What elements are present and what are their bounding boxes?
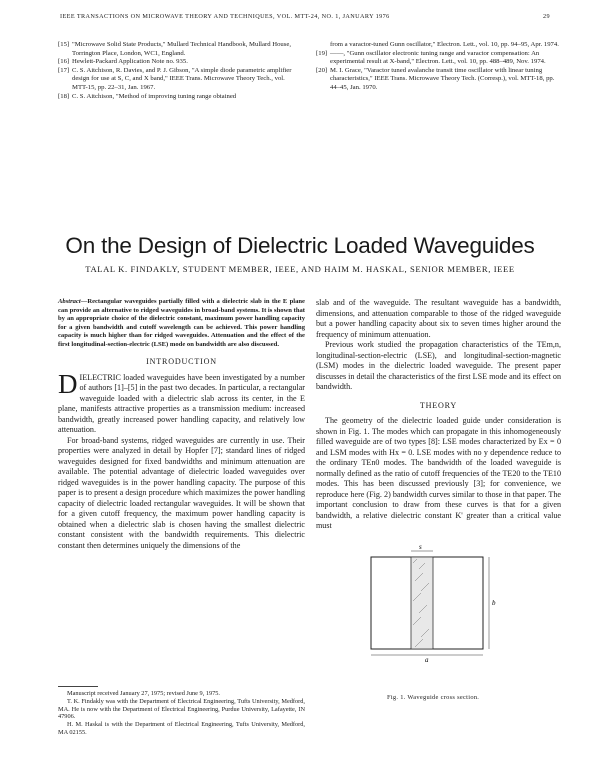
running-head-journal: IEEE TRANSACTIONS ON MICROWAVE THEORY AND TECHNIQUES, VOL. MTT-24, NO. 1, JANUARY 1976 [60,13,390,20]
reference-item: [18] C. S. Aitchison, "Method of improving tuning range obtained [58,92,237,100]
reference-item: [17] C. S. Aitchison, R. Davies, and P. J. Gibson, "A simple diode parametric amplifier design for use at S, C, and X band," IEEE Trans. Microwave Theory Tech., vol. MTT-15, pp. 22–31, Jan. 1967. [58,66,292,91]
section-heading-theory: THEORY [419,400,458,410]
dielectric-slab [411,557,433,649]
abstract-label: Abstract [58,298,81,305]
waveguide-cross-section-figure [353,543,503,663]
left-column [58,298,305,551]
intro-paragraph-1: DIELECTRIC loaded waveguides have been investigated by a number of authors [1]–[5] in the past two decades. In particular, a rectangular waveguide loaded with a dielectric slab across its center, in the E plane, manifests attractive properties as a transmission medium: increased bandwidth, greatly increased power handling capacity, and relatively low attenuation. [58,368,305,434]
reference-item: [19] ——, "Gunn oscillator electronic tuning range and varactor compensation: An experimental result at X-band," Electron. Lett., vol. 10, pp. 488–489, Nov. 1974. [316,49,546,66]
right-paragraph-1: slab and of the waveguide. The resultant waveguide has a bandwidth, dimensions, and attenuation comparable to those of the ridged waveguide but a power handling capacity about six to seven times higher around the frequency of minimum attenuation. [316,298,561,339]
footnote [58,690,305,737]
footnote-author-1: T. K. Findakly was with the Department of Electrical Engineering, Tufts University, Medford, MA. He is now with the Department of Electrical Engineering, Purdue University, Lafayette, IN 47906. [58,697,305,721]
label-s: s [419,543,422,551]
intro-paragraph-2: For broad-band systems, ridged waveguides are currently in use. Their properties were analyzed in detail by Hopfer [7]; standard lines of ridged waveguides designed for fixed bandwidths and minimum attenuation are available. The potential advantage of dielectric loaded waveguides over ridged waveguides is in the power handling capacity. The purpose of this paper is to present a design procedure which maximizes the power handling capacity of dielectric loaded rectangular waveguides. It will be shown that for a given cutoff frequency, the maximum power handling capacity is obtained when a dielectric slab is chosen having the smallest dielectric constant consistent with the bandwidth requirements. This dielectric constant then determines uniquely the dimensions of the [58,435,305,550]
abstract [58,298,305,349]
references-right [316,41,561,93]
page-number: 29 [543,13,550,20]
section-heading-introduction: INTRODUCTION [146,357,217,366]
footnote-received: Manuscript received January 27, 1975; revised June 9, 1975. [67,690,221,697]
reference-item: from a varactor-tuned Gunn oscillator," Electron. Lett., vol. 10, pp. 94–95, Apr. 1974. [330,41,559,48]
paper-authors: TALAL K. FINDAKLY, STUDENT MEMBER, IEEE, AND HAIM M. HASKAL, SENIOR MEMBER, IEEE [85,264,515,274]
reference-item: [16] Hewlett-Packard Application Note no. 935. [58,58,188,66]
drop-cap: D [58,368,78,399]
figure-caption: Fig. 1. Waveguide cross section. [387,694,480,701]
right-paragraph-2: Previous work studied the propagation characteristics of the TEm,n, longitudinal-section-electric (LSE), and longitudinal-section-magnetic (LSM) modes in the dielectric loaded waveguide. The present paper discusses in detail the characteristics of the first LSE mode and its effect on bandwidth. [316,340,561,391]
reference-item: [15] "Microwave Solid State Products," Mullard Technical Handbook, Mullard House, Torrington Place, London, WC1, England. [58,41,292,57]
label-b: b [492,599,496,607]
footnote-author-2: H. M. Haskal is with the Department of Electrical Engineering, Tufts University, Medford, MA 02155. [58,721,305,736]
paper-title: On the Design of Dielectric Loaded Waveguides [65,233,535,258]
references-left [58,41,298,101]
right-column [316,298,561,532]
label-a: a [425,656,429,663]
abstract-text: —Rectangular waveguides partially filled with a dielectric slab in the E plane can provide an alternative to ridged waveguides in broad-band systems. It is shown that by an appropriate choice of the dielectric constant, maximum power handling capacity for a given bandwidth and cutoff wavelength can be achieved. This power handling capacity is much higher than for ridged waveguides. Attenuation and the effect of the first longitudinal-section-electric (LSE) mode on bandwidth are also discussed. [58,298,305,348]
theory-paragraph-1: The geometry of the dielectric loaded guide under consideration is shown in Fig. 1. The modes which can propagate in this inhomogeneously filled waveguide are of two types [8]: LSE modes characterized by Ex = 0 and LSM modes with Hx = 0. LSE modes with no y dependence reduce to the ordinary TEn0 modes. The bandwidth of the loaded waveguide is normally defined as the ratio of cutoff frequencies of the TE20 to the TE10 modes. This has been discussed previously [3]; for convenience, we reproduce here (Fig. 2) bandwidth curves similar to those in that paper. The important conclusion to draw from these curves is that for a given bandwidth, a relative dielectric constant K' greater than a critical value must [316,416,561,530]
footnote-rule [58,686,98,687]
reference-item: [20] M. I. Grace, "Varactor tuned avalanche transit time oscillator with linear tuning characteristics," IEEE Trans. Microwave Theory Tech. (Corresp.), vol. MTT-18, pp. 44–45, Jan. 1970. [316,66,555,91]
running-head [60,13,550,20]
